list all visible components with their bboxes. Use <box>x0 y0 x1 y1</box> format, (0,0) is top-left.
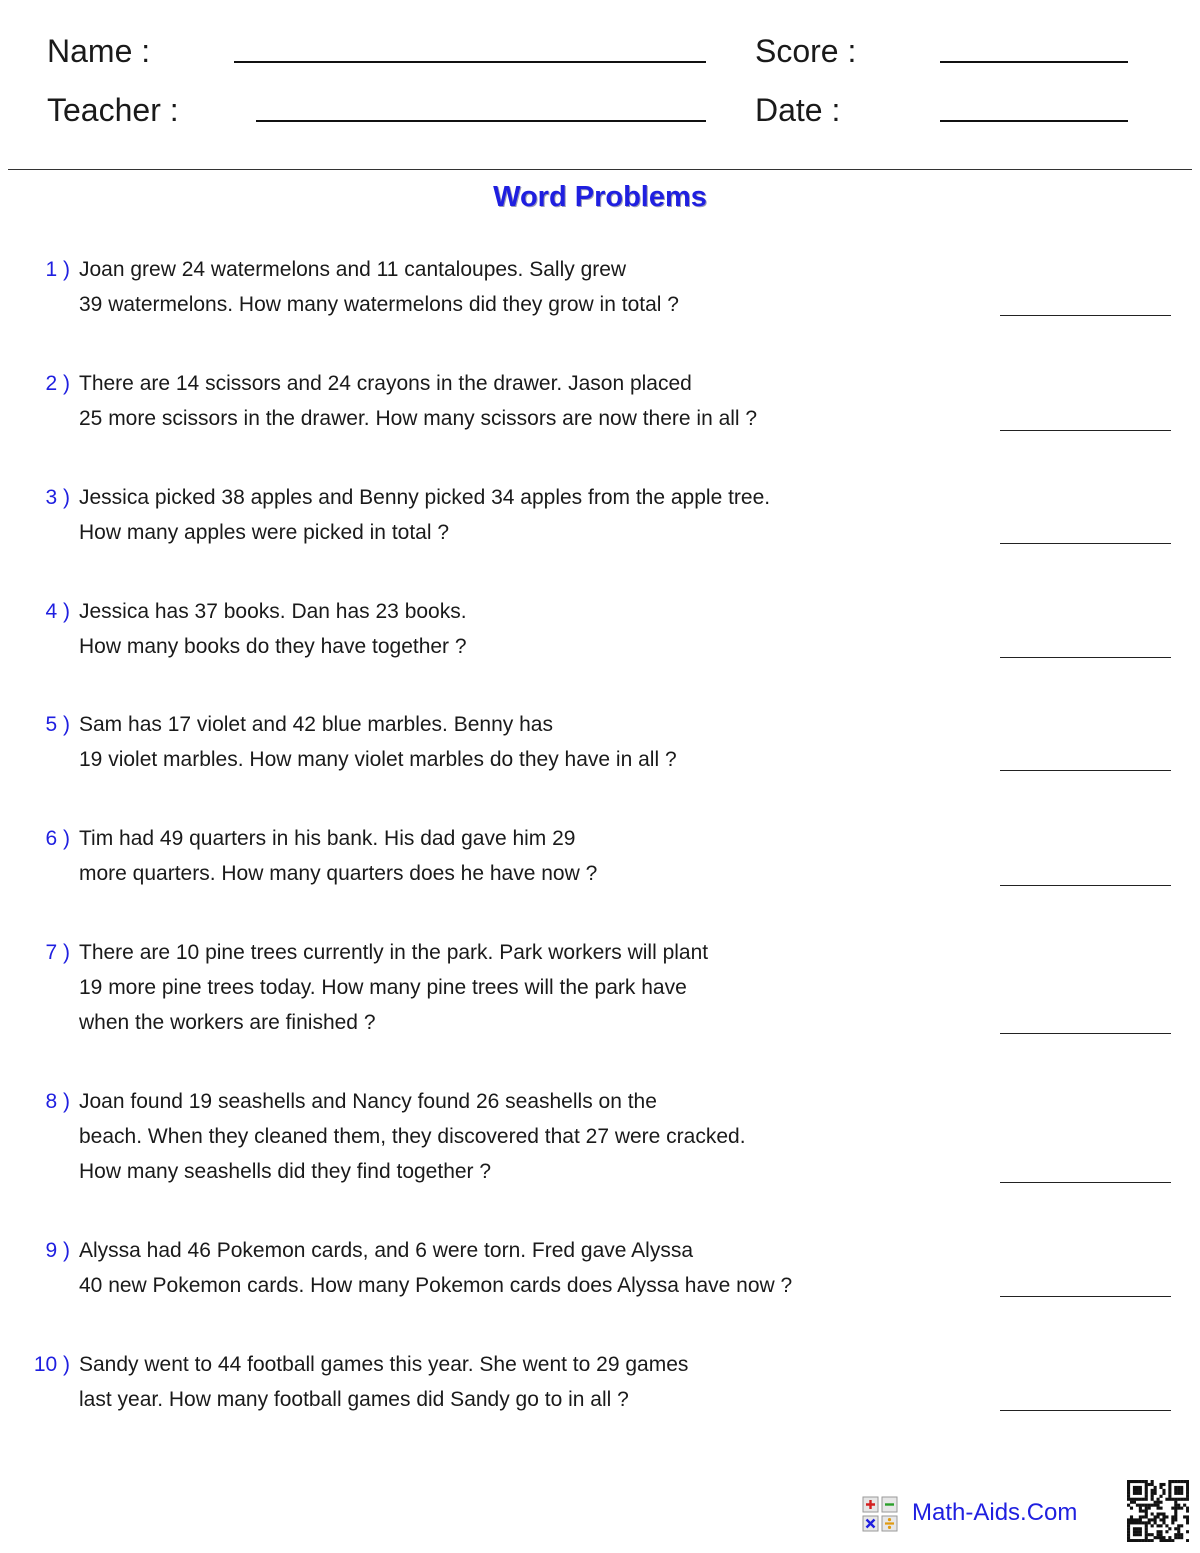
problem-text <box>79 252 959 322</box>
qr-module <box>1157 1501 1160 1504</box>
qr-module <box>1136 1533 1139 1536</box>
qr-module <box>1168 1536 1171 1539</box>
name-field[interactable] <box>234 61 706 63</box>
qr-module <box>1136 1480 1139 1483</box>
qr-module <box>1159 1518 1162 1521</box>
problem-line: 25 more scissors in the drawer. How many scissors are now there in all ? <box>79 407 758 430</box>
qr-module <box>1127 1536 1130 1539</box>
qr-module <box>1177 1524 1180 1527</box>
qr-module <box>1142 1510 1145 1513</box>
qr-module <box>1159 1539 1162 1542</box>
qr-module <box>1148 1507 1151 1510</box>
problem-number: 1 ) <box>45 258 70 281</box>
qr-module <box>1157 1530 1160 1533</box>
qr-module <box>1186 1489 1189 1492</box>
qr-module <box>1165 1498 1168 1501</box>
qr-module <box>1136 1530 1139 1533</box>
qr-module <box>1165 1530 1168 1533</box>
problem-line: 19 more pine trees today. How many pine trees will the park have <box>79 976 687 999</box>
problem-line: How many books do they have together ? <box>79 635 467 658</box>
qr-module <box>1168 1527 1171 1530</box>
qr-module <box>1142 1521 1145 1524</box>
qr-module <box>1151 1524 1154 1527</box>
qr-module <box>1186 1486 1189 1489</box>
qr-module <box>1148 1504 1151 1507</box>
qr-module <box>1136 1489 1139 1492</box>
qr-module <box>1130 1501 1133 1504</box>
qr-module <box>1171 1498 1174 1501</box>
problem-line: when the workers are finished ? <box>79 1011 376 1034</box>
qr-module <box>1139 1515 1142 1518</box>
qr-module <box>1151 1512 1154 1515</box>
qr-module <box>1127 1492 1130 1495</box>
qr-module <box>1177 1498 1180 1501</box>
problem-line: Jessica has 37 books. Dan has 23 books. <box>79 600 467 623</box>
qr-module <box>1186 1495 1189 1498</box>
qr-module <box>1168 1489 1171 1492</box>
teacher-field[interactable] <box>256 120 706 122</box>
qr-module <box>1154 1515 1157 1518</box>
qr-module <box>1174 1480 1177 1483</box>
problem-line: There are 10 pine trees currently in the park. Park workers will plant <box>79 941 709 964</box>
qr-module <box>1136 1504 1139 1507</box>
qr-module <box>1157 1512 1160 1515</box>
qr-module <box>1174 1498 1177 1501</box>
qr-module <box>1142 1498 1145 1501</box>
qr-module <box>1133 1527 1136 1530</box>
qr-module <box>1159 1495 1162 1498</box>
qr-module <box>1168 1495 1171 1498</box>
qr-module <box>1133 1480 1136 1483</box>
qr-module <box>1130 1521 1133 1524</box>
qr-module <box>1148 1518 1151 1521</box>
answer-line-2[interactable] <box>1000 430 1171 431</box>
qr-module <box>1177 1492 1180 1495</box>
answer-line-1[interactable] <box>1000 315 1171 316</box>
qr-module <box>1186 1518 1189 1521</box>
problem-text <box>79 1084 959 1189</box>
qr-module <box>1174 1507 1177 1510</box>
qr-module <box>1130 1539 1133 1542</box>
qr-module <box>1154 1486 1157 1489</box>
qr-module <box>1174 1501 1177 1504</box>
qr-module <box>1177 1486 1180 1489</box>
problem-line: Tim had 49 quarters in his bank. His dad gave him 29 <box>79 827 576 850</box>
qr-module <box>1136 1527 1139 1530</box>
qr-module <box>1174 1536 1177 1539</box>
qr-module <box>1186 1492 1189 1495</box>
qr-module <box>1168 1483 1171 1486</box>
qr-module <box>1145 1510 1148 1513</box>
qr-module <box>1157 1515 1160 1518</box>
qr-module <box>1159 1507 1162 1510</box>
qr-module <box>1162 1492 1165 1495</box>
qr-module <box>1180 1486 1183 1489</box>
qr-module <box>1142 1504 1145 1507</box>
qr-module <box>1154 1504 1157 1507</box>
problem-line: There are 14 scissors and 24 crayons in the drawer. Jason placed <box>79 372 692 395</box>
qr-module <box>1168 1539 1171 1542</box>
qr-module <box>1162 1539 1165 1542</box>
problem-line: last year. How many football games did Sandy go to in all ? <box>79 1388 629 1411</box>
qr-module <box>1157 1533 1160 1536</box>
qr-module <box>1145 1524 1148 1527</box>
problem-number: 8 ) <box>45 1090 70 1113</box>
qr-module <box>1127 1518 1130 1521</box>
problem-number: 3 ) <box>45 486 70 509</box>
qr-module <box>1133 1492 1136 1495</box>
qr-module <box>1157 1498 1160 1501</box>
page-title: Word Problems <box>493 181 707 213</box>
qr-module <box>1174 1518 1177 1521</box>
answer-line-8[interactable] <box>1000 1182 1171 1183</box>
qr-module <box>1159 1524 1162 1527</box>
qr-module <box>1145 1480 1148 1483</box>
qr-module <box>1171 1539 1174 1542</box>
qr-module <box>1148 1533 1151 1536</box>
qr-module <box>1151 1495 1154 1498</box>
qr-module <box>1157 1504 1160 1507</box>
qr-module <box>1145 1527 1148 1530</box>
problem-text <box>79 1347 959 1417</box>
qr-module <box>1148 1521 1151 1524</box>
qr-module <box>1139 1539 1142 1542</box>
qr-module <box>1174 1512 1177 1515</box>
problem-line: Alyssa had 46 Pokemon cards, and 6 were torn. Fred gave Alyssa <box>79 1239 693 1262</box>
problem-line: beach. When they cleaned them, they discovered that 27 were cracked. <box>79 1125 746 1148</box>
qr-module <box>1180 1507 1183 1510</box>
qr-module <box>1174 1510 1177 1513</box>
answer-line-4[interactable] <box>1000 657 1171 658</box>
qr-module <box>1186 1530 1189 1533</box>
problem-line: Joan grew 24 watermelons and 11 cantaloupes. Sally grew <box>79 258 627 281</box>
problem-number: 7 ) <box>45 941 70 964</box>
qr-module <box>1162 1515 1165 1518</box>
qr-module <box>1165 1539 1168 1542</box>
problem-text <box>79 935 959 1040</box>
qr-module <box>1145 1483 1148 1486</box>
qr-module <box>1139 1518 1142 1521</box>
qr-module <box>1159 1512 1162 1515</box>
qr-module <box>1177 1533 1180 1536</box>
qr-module <box>1162 1512 1165 1515</box>
qr-module <box>1145 1507 1148 1510</box>
qr-module <box>1127 1530 1130 1533</box>
problem-line: Sam has 17 violet and 42 blue marbles. Benny has <box>79 713 553 736</box>
qr-module <box>1177 1530 1180 1533</box>
qr-module <box>1162 1536 1165 1539</box>
qr-module <box>1133 1533 1136 1536</box>
qr-module <box>1130 1498 1133 1501</box>
qr-module <box>1133 1521 1136 1524</box>
qr-module <box>1183 1498 1186 1501</box>
qr-module <box>1139 1510 1142 1513</box>
problem-number: 2 ) <box>45 372 70 395</box>
qr-module <box>1186 1515 1189 1518</box>
qr-module <box>1145 1539 1148 1542</box>
qr-module <box>1133 1498 1136 1501</box>
qr-module <box>1127 1489 1130 1492</box>
qr-module <box>1145 1533 1148 1536</box>
qr-module <box>1145 1530 1148 1533</box>
qr-module <box>1127 1527 1130 1530</box>
qr-module <box>1136 1521 1139 1524</box>
qr-module <box>1174 1533 1177 1536</box>
qr-module <box>1154 1492 1157 1495</box>
qr-module <box>1154 1489 1157 1492</box>
qr-module <box>1142 1515 1145 1518</box>
qr-module <box>1145 1495 1148 1498</box>
qr-module <box>1180 1489 1183 1492</box>
qr-module <box>1162 1483 1165 1486</box>
answer-line-6[interactable] <box>1000 885 1171 886</box>
qr-module <box>1139 1521 1142 1524</box>
qr-module <box>1139 1504 1142 1507</box>
qr-module <box>1159 1530 1162 1533</box>
qr-module <box>1139 1492 1142 1495</box>
qr-module <box>1130 1507 1133 1510</box>
qr-module <box>1151 1498 1154 1501</box>
qr-module <box>1174 1489 1177 1492</box>
qr-module <box>1145 1521 1148 1524</box>
qr-module <box>1145 1489 1148 1492</box>
problem-line: 19 violet marbles. How many violet marbles do they have in all ? <box>79 748 677 771</box>
qr-module <box>1136 1492 1139 1495</box>
qr-module <box>1157 1536 1160 1539</box>
qr-module <box>1162 1518 1165 1521</box>
qr-module <box>1133 1530 1136 1533</box>
score-label: Score : <box>755 33 857 69</box>
qr-module <box>1186 1510 1189 1513</box>
qr-module <box>1157 1524 1160 1527</box>
header-divider <box>8 169 1192 170</box>
date-field[interactable] <box>940 120 1128 122</box>
qr-module <box>1127 1498 1130 1501</box>
qr-module <box>1145 1486 1148 1489</box>
qr-module <box>1174 1486 1177 1489</box>
qr-module <box>1130 1515 1133 1518</box>
qr-module <box>1186 1507 1189 1510</box>
qr-module <box>1180 1492 1183 1495</box>
site-link[interactable]: Math-Aids.Com <box>912 1499 1078 1526</box>
qr-module <box>1183 1480 1186 1483</box>
qr-module <box>1139 1527 1142 1530</box>
qr-module <box>1145 1515 1148 1518</box>
qr-module <box>1171 1515 1174 1518</box>
qr-module <box>1130 1518 1133 1521</box>
qr-module <box>1127 1486 1130 1489</box>
qr-module <box>1174 1527 1177 1530</box>
problem-line: How many apples were picked in total ? <box>79 521 450 544</box>
qr-module <box>1148 1483 1151 1486</box>
qr-module <box>1180 1498 1183 1501</box>
qr-module <box>1151 1489 1154 1492</box>
problem-line: Sandy went to 44 football games this year. She went to 29 games <box>79 1353 689 1376</box>
qr-module <box>1159 1533 1162 1536</box>
qr-module <box>1186 1483 1189 1486</box>
problem-text <box>79 821 959 891</box>
qr-module <box>1139 1498 1142 1501</box>
qr-module <box>1186 1480 1189 1483</box>
qr-module <box>1151 1504 1154 1507</box>
qr-module <box>1127 1524 1130 1527</box>
problem-line: Jessica picked 38 apples and Benny picked 34 apples from the apple tree. <box>79 486 771 509</box>
qr-module <box>1151 1480 1154 1483</box>
qr-module <box>1168 1480 1171 1483</box>
qr-module <box>1177 1536 1180 1539</box>
qr-module <box>1177 1507 1180 1510</box>
problem-number: 10 ) <box>33 1353 70 1376</box>
qr-module <box>1139 1533 1142 1536</box>
qr-module <box>1151 1533 1154 1536</box>
answer-line-9[interactable] <box>1000 1296 1171 1297</box>
qr-module <box>1183 1515 1186 1518</box>
qr-module <box>1180 1524 1183 1527</box>
score-field[interactable] <box>940 61 1128 63</box>
qr-module <box>1151 1483 1154 1486</box>
qr-module <box>1133 1501 1136 1504</box>
qr-module <box>1154 1518 1157 1521</box>
answer-line-7[interactable] <box>1000 1033 1171 1034</box>
qr-module <box>1133 1486 1136 1489</box>
problem-text <box>79 707 959 777</box>
qr-module <box>1136 1539 1139 1542</box>
qr-module <box>1139 1489 1142 1492</box>
qr-module <box>1157 1507 1160 1510</box>
qr-module <box>1145 1498 1148 1501</box>
qr-module <box>1139 1507 1142 1510</box>
qr-module <box>1145 1512 1148 1515</box>
qr-module <box>1136 1518 1139 1521</box>
qr-module <box>1159 1501 1162 1504</box>
qr-module <box>1151 1518 1154 1521</box>
problem-line: 39 watermelons. How many watermelons did they grow in total ? <box>79 293 679 316</box>
problem-text <box>79 594 959 664</box>
qr-module <box>1165 1515 1168 1518</box>
qr-module <box>1177 1527 1180 1530</box>
qr-module <box>1127 1495 1130 1498</box>
qr-module <box>1174 1492 1177 1495</box>
qr-module <box>1168 1486 1171 1489</box>
math-operations-icon <box>862 1496 898 1532</box>
qr-code-icon <box>1127 1480 1189 1542</box>
qr-module <box>1159 1536 1162 1539</box>
qr-module <box>1145 1504 1148 1507</box>
qr-module <box>1142 1480 1145 1483</box>
problem-line: 40 new Pokemon cards. How many Pokemon cards does Alyssa have now ? <box>79 1274 793 1297</box>
qr-module <box>1186 1498 1189 1501</box>
answer-line-5[interactable] <box>1000 770 1171 771</box>
qr-module <box>1145 1536 1148 1539</box>
qr-module <box>1183 1504 1186 1507</box>
qr-module <box>1180 1533 1183 1536</box>
qr-module <box>1154 1501 1157 1504</box>
qr-module <box>1171 1521 1174 1524</box>
qr-module <box>1139 1530 1142 1533</box>
problem-text <box>79 480 959 550</box>
qr-module <box>1133 1518 1136 1521</box>
qr-module <box>1165 1524 1168 1527</box>
answer-line-3[interactable] <box>1000 543 1171 544</box>
problem-text <box>79 366 959 436</box>
qr-module <box>1186 1539 1189 1542</box>
qr-module <box>1180 1536 1183 1539</box>
problem-line: more quarters. How many quarters does he have now ? <box>79 862 598 885</box>
qr-module <box>1168 1498 1171 1501</box>
qr-module <box>1174 1504 1177 1507</box>
problem-line: Joan found 19 seashells and Nancy found 26 seashells on the <box>79 1090 657 1113</box>
date-label: Date : <box>755 92 841 128</box>
qr-module <box>1159 1483 1162 1486</box>
qr-module <box>1171 1480 1174 1483</box>
qr-module <box>1171 1507 1174 1510</box>
teacher-label: Teacher : <box>47 92 179 128</box>
qr-module <box>1151 1539 1154 1542</box>
problem-number: 9 ) <box>45 1239 70 1262</box>
qr-module <box>1130 1480 1133 1483</box>
qr-module <box>1136 1486 1139 1489</box>
qr-module <box>1159 1486 1162 1489</box>
qr-module <box>1180 1480 1183 1483</box>
qr-module <box>1168 1492 1171 1495</box>
problem-number: 4 ) <box>45 600 70 623</box>
qr-module <box>1127 1539 1130 1542</box>
qr-module <box>1133 1539 1136 1542</box>
qr-module <box>1162 1521 1165 1524</box>
qr-module <box>1177 1489 1180 1492</box>
qr-module <box>1174 1515 1177 1518</box>
qr-module <box>1127 1483 1130 1486</box>
qr-module <box>1127 1521 1130 1524</box>
qr-module <box>1139 1480 1142 1483</box>
qr-module <box>1136 1498 1139 1501</box>
problem-number: 5 ) <box>45 713 70 736</box>
name-label: Name : <box>47 33 151 69</box>
qr-module <box>1127 1533 1130 1536</box>
qr-module <box>1177 1504 1180 1507</box>
qr-module <box>1145 1492 1148 1495</box>
problem-number: 6 ) <box>45 827 70 850</box>
qr-module <box>1148 1539 1151 1542</box>
qr-module <box>1127 1480 1130 1483</box>
qr-module <box>1154 1521 1157 1524</box>
qr-module <box>1142 1539 1145 1542</box>
qr-module <box>1177 1480 1180 1483</box>
qr-module <box>1133 1489 1136 1492</box>
qr-module <box>1162 1489 1165 1492</box>
qr-module <box>1171 1518 1174 1521</box>
qr-module <box>1186 1521 1189 1524</box>
answer-line-10[interactable] <box>1000 1410 1171 1411</box>
qr-module <box>1154 1536 1157 1539</box>
qr-module <box>1127 1504 1130 1507</box>
problem-text <box>79 1233 959 1303</box>
problem-line: How many seashells did they find together ? <box>79 1160 492 1183</box>
qr-module <box>1151 1492 1154 1495</box>
qr-module <box>1139 1486 1142 1489</box>
